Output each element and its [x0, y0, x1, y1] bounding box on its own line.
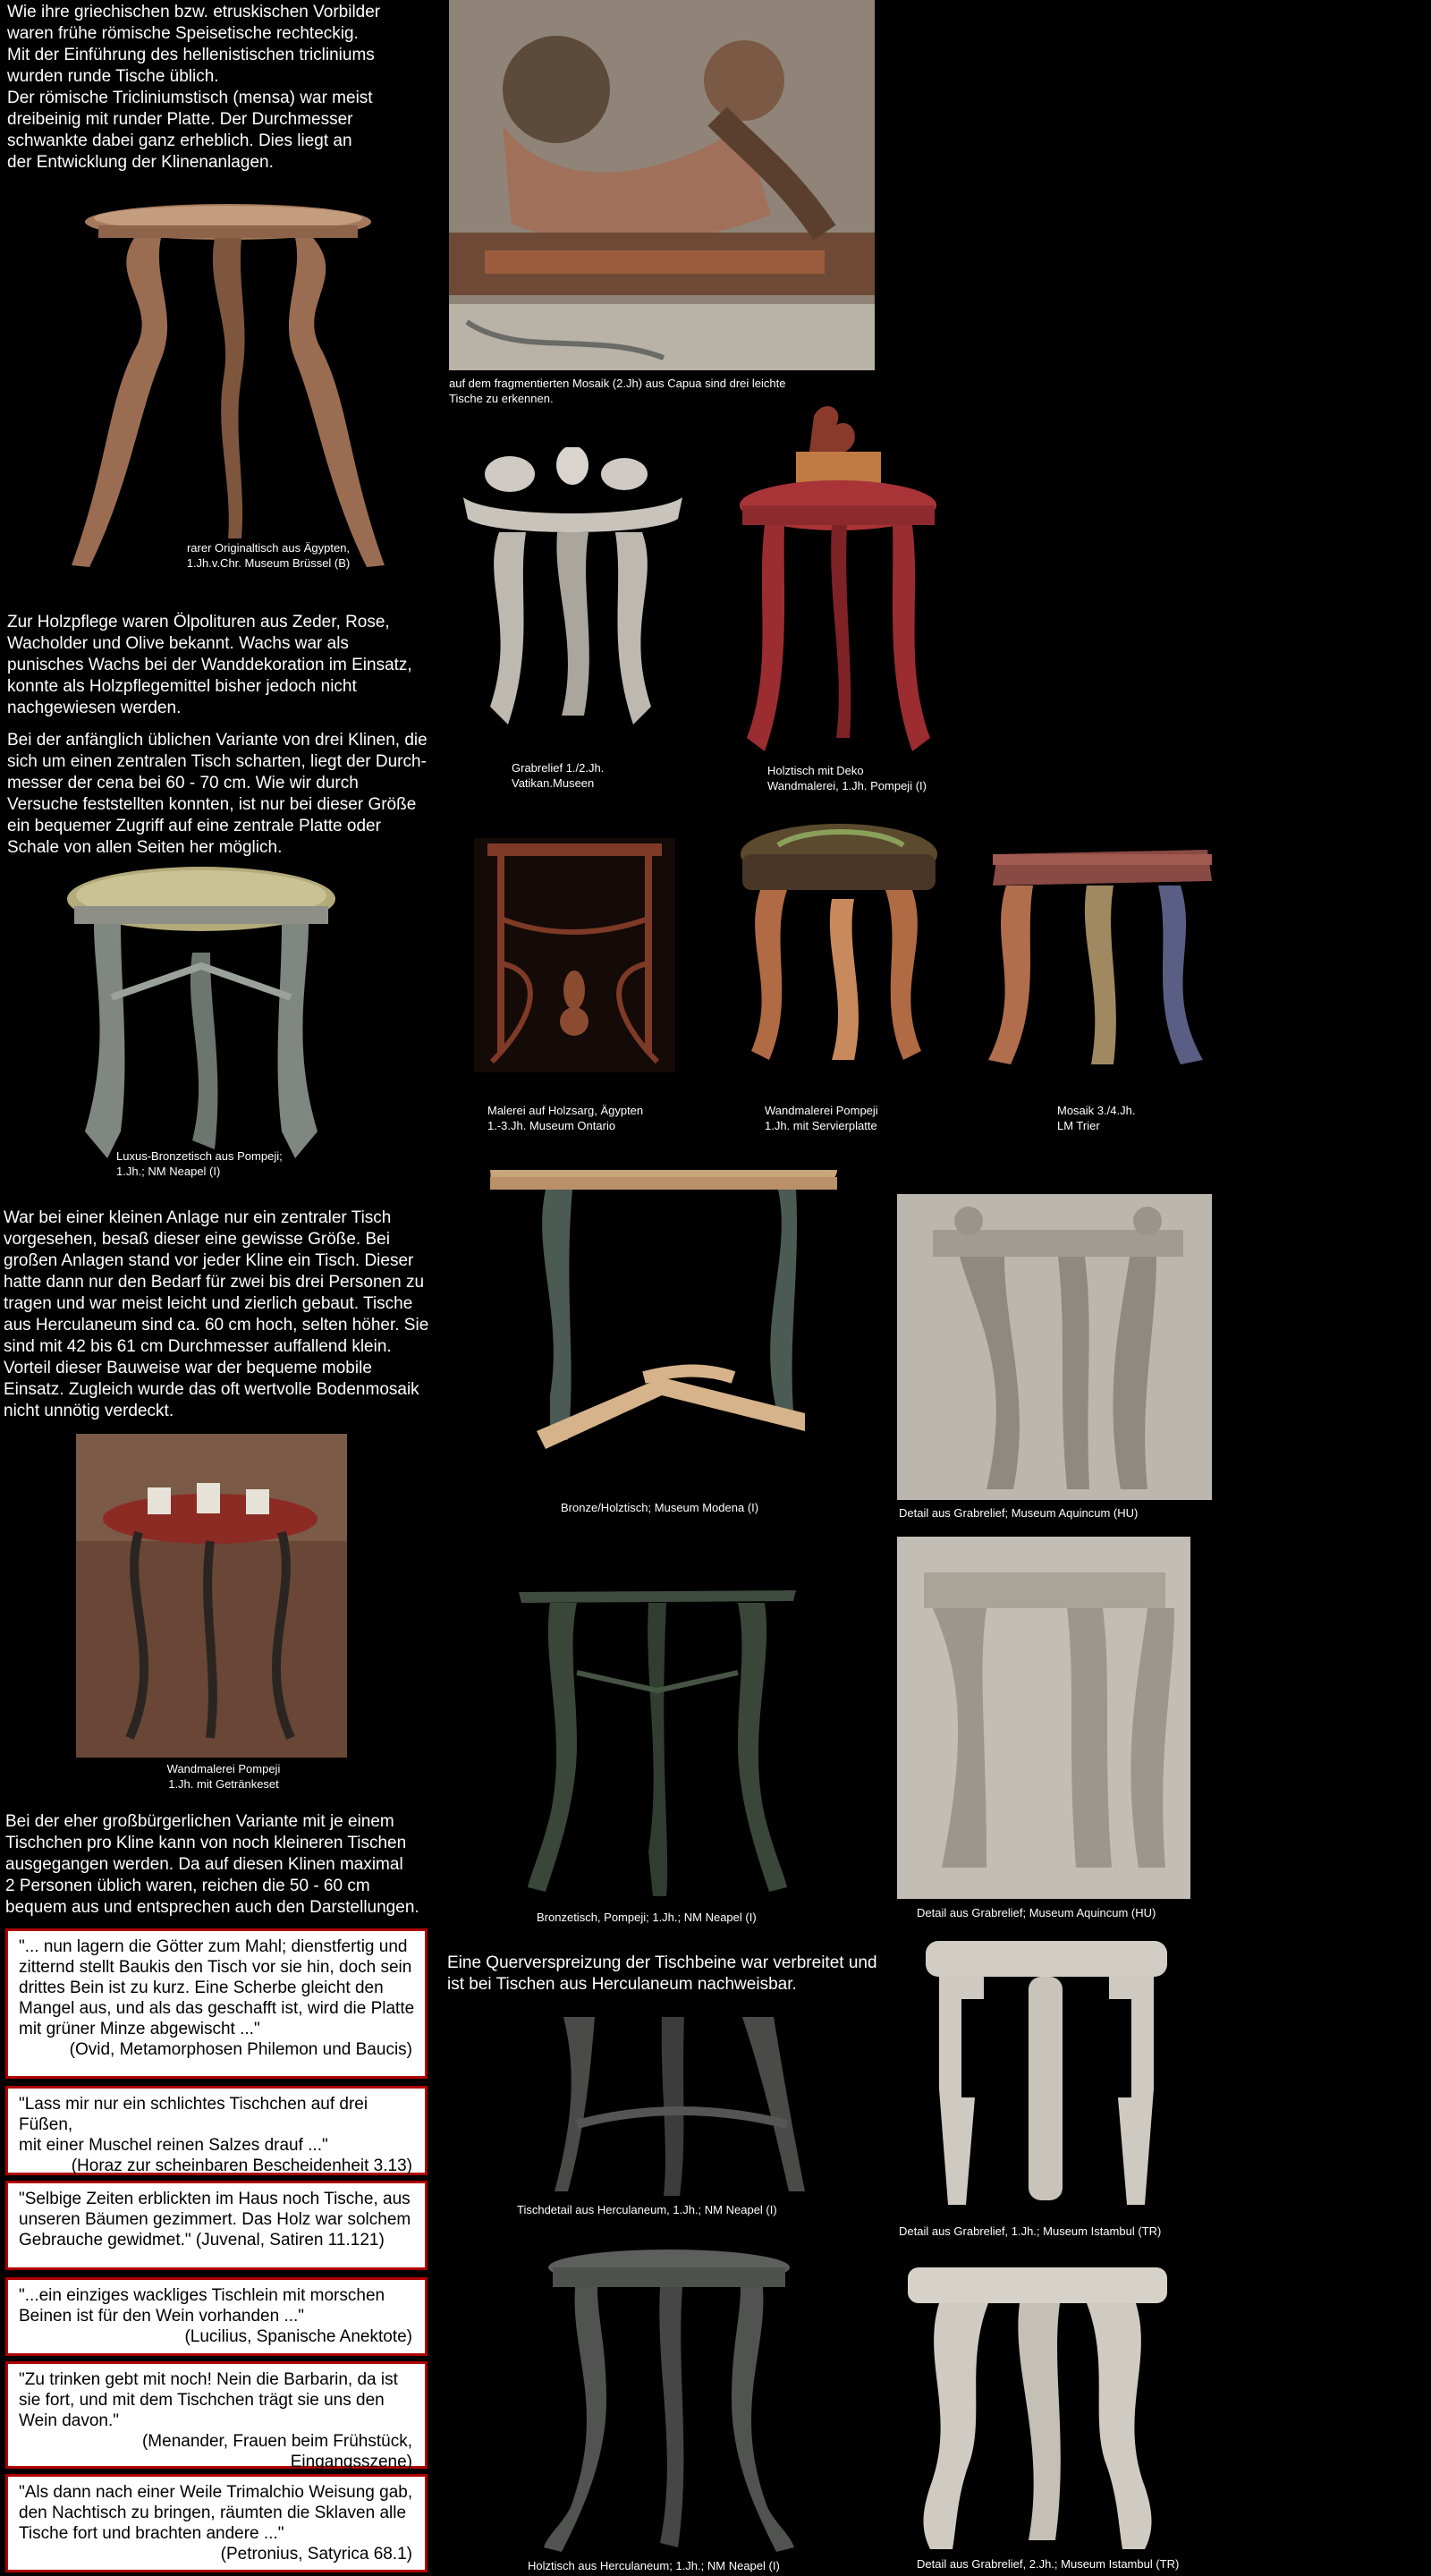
relief-aquincum-1-image — [897, 1194, 1212, 1500]
caption-istambul-2: Detail aus Grabrelief, 2.Jh.; Museum Istambul (TR) — [917, 2557, 1180, 2571]
quote-text: "Zu trinken gebt mit noch! Nein die Barbarin, da ist sie fort, und mit dem Tischchen trägt sie uns den Wein davon." — [19, 2370, 398, 2430]
table-detail-herculaneum — [537, 2017, 809, 2200]
quote-lucilius — [5, 2277, 428, 2356]
quote-juvenal — [5, 2181, 428, 2270]
quote-text: "Selbige Zeiten erblickten im Haus noch Tische, aus unseren Bäumen gezimmert. Das Holz war solchem Gebrauche gewidmet." (Juvenal, Satiren 11.121) — [19, 2190, 411, 2250]
quote-source: (Petronius, Satyrica 68.1) — [220, 2545, 412, 2563]
caption-mosaik-trier: Mosaik 3./4.Jh. LM Trier — [1057, 1104, 1136, 1132]
table-photo-aegypten — [54, 199, 402, 583]
caption-holzsarg: Malerei auf Holzsarg, Ägypten 1.-3.Jh. Museum Ontario — [487, 1104, 644, 1132]
mosaic-capua-image — [449, 0, 875, 370]
table-photo-bronze-pompeji — [514, 1583, 800, 1910]
caption-modena: Bronze/Holztisch; Museum Modena (I) — [561, 1501, 759, 1514]
table-photo-modena — [483, 1163, 841, 1462]
relief-aquincum-2-image — [897, 1537, 1190, 1899]
quote-text: "Als dann nach einer Weile Trimalchio Weisung gab, den Nachtisch zu bringen, räumten die Sklaven alle Tische fort und brachten andere ..." — [19, 2483, 413, 2543]
caption-aquincum-2: Detail aus Grabrelief; Museum Aquincum (HU) — [917, 1906, 1156, 1919]
caption-tischdetail: Tischdetail aus Herculaneum, 1.Jh.; NM Neapel (I) — [517, 2203, 777, 2216]
quote-menander — [5, 2361, 428, 2469]
mosaic-trier-image — [979, 845, 1216, 1078]
intro-text: Wie ihre griechischen bzw. etruskischen Vorbilder waren frühe römische Speisetische rechteckig. Mit der Einführung des hellenistischen tricliniums wurden runde Tische üblich. Der römische Tricliniumstisch (mensa) war meist dreibeinig mit runder Platte. Der Durchmesser schwankte dabei ganz erheblich. Dies liegt an der Entwicklung der Klinenanlagen. — [7, 3, 381, 172]
caption-aquincum-1: Detail aus Grabrelief; Museum Aquincum (HU) — [899, 1506, 1139, 1520]
quote-source: (Horaz zur scheinbaren Bescheidenheit 3.13) — [71, 2157, 412, 2175]
quote-horaz — [5, 2086, 428, 2175]
relief-vatikan-image — [454, 447, 691, 742]
drei-klinen-text: Bei der anfänglich üblichen Variante von drei Klinen, die sich um einen zentralen Tisch scharten, liegt der Durch- messer der cena bei 60 - 70 cm. Wie wir durch Versuche feststellten konnten, ist nur bei dieser Größe ein bequemer Zugriff auf eine zentrale Platte oder Schale von allen Seiten her möglich. — [7, 731, 428, 857]
caption-getraenkeset: Wandmalerei Pompeji 1.Jh. mit Getränkeset — [166, 1762, 281, 1791]
table-photo-holztisch-herculaneum — [535, 2248, 803, 2556]
quote-ovid — [5, 1928, 428, 2079]
caption-istambul-1: Detail aus Grabrelief, 1.Jh.; Museum Istambul (TR) — [899, 2224, 1162, 2238]
caption-holztisch-herculaneum: Holztisch aus Herculaneum; 1.Jh.; NM Neapel (I) — [528, 2559, 780, 2572]
caption-bronze-pompeji: Bronzetisch, Pompeji; 1.Jh.; NM Neapel (I) — [537, 1911, 757, 1924]
caption-luxus-bronze: Luxus-Bronzetisch aus Pompeji; 1.Jh.; NM Neapel (I) — [116, 1149, 283, 1178]
table-photo-luxus-bronze — [58, 863, 344, 1172]
quote-petronius — [5, 2474, 428, 2572]
caption-mosaik-capua: auf dem fragmentierten Mosaik (2.Jh) aus Capua sind drei leichte Tische zu erkennen. — [449, 377, 786, 405]
painting-holztisch-deko — [729, 398, 948, 760]
caption-grabrelief-vatikan: Grabrelief 1./2.Jh. Vatikan.Museen — [512, 761, 605, 790]
painting-servierplatte — [733, 818, 948, 1069]
painting-holzsarg — [474, 838, 675, 1072]
caption-aegypten: rarer Originaltisch aus Ägypten, 1.Jh.v.Chr. Museum Brüssel (B) — [186, 541, 351, 570]
quote-text: "...ein einziges wackliges Tischlein mit morschen Beinen ist für den Wein vorhanden ..." — [19, 2286, 385, 2326]
querverspreizung-text: Eine Querverspreizung der Tischbeine war verbreitet und ist bei Tischen aus Herculaneum nachweisbar. — [447, 1953, 877, 1994]
quote-text: "Lass mir nur ein schlichtes Tischchen auf drei Füßen, mit einer Muschel reinen Salzes drauf ..." — [19, 2095, 368, 2155]
quote-source: (Ovid, Metamorphosen Philemon und Baucis) — [69, 2040, 412, 2059]
caption-holztisch-deko: Holztisch mit Deko Wandmalerei, 1.Jh. Pompeji (I) — [767, 764, 927, 792]
holzpflege-text: Zur Holzpflege waren Ölpolituren aus Zeder, Rose, Wacholder und Olive bekannt. Wachs war als punisches Wachs bei der Wanddekoration im Einsatz, konnte als Holzpflegemittel bisher jedoch nicht nachgewiesen werden. — [7, 613, 412, 717]
relief-istambul-2-image — [903, 2263, 1172, 2554]
painting-getraenkeset — [76, 1434, 347, 1758]
relief-istambul-1-image — [912, 1936, 1181, 2223]
quote-source: (Lucilius, Spanische Anektote) — [184, 2327, 412, 2346]
kleine-anlage-text: War bei einer kleinen Anlage nur ein zentraler Tisch vorgesehen, besaß dieser eine gewisse Größe. Bei großen Anlagen stand vor jeder Kline ein Tisch. Dieser hatte dann nur den Bedarf für zwei bis drei Personen zu tragen und war meist leicht und zierlich gebaut. Tische aus Herculaneum sind ca. 60 cm hoch, selten höher. Sie sind mit 42 bis 61 cm Durchmesser auffallend klein. Vorteil dieser Bauweise war der bequeme mobile Einsatz. Zugleich wurde das oft wertvolle Bodenmosaik nicht unnötig verdeckt. — [4, 1208, 429, 1420]
quote-source: (Menander, Frauen beim Frühstück, Eingangsszene) — [141, 2432, 412, 2471]
caption-servierplatte: Wandmalerei Pompeji 1.Jh. mit Servierplatte — [765, 1104, 878, 1132]
grossbuergerlich-text: Bei der eher großbürgerlichen Variante mit je einem Tischchen pro Kline kann von noch kleineren Tischen ausgegangen werden. Da auf diesen Klinen maximal 2 Personen üblich waren, reichen die 50 - 60 cm bequem aus und entsprechen auch den Darstellungen. — [5, 1812, 419, 1917]
quote-text: "... nun lagern die Götter zum Mahl; dienstfertig und zitternd stellt Baukis den Tisch vor sie hin, doch sein drittes Bein ist zu kurz. Eine Scherbe gleicht den Mangel aus, und als das geschafft ist, wird die Platte mit grüner Minze abgewischt ..." — [19, 1937, 415, 2038]
